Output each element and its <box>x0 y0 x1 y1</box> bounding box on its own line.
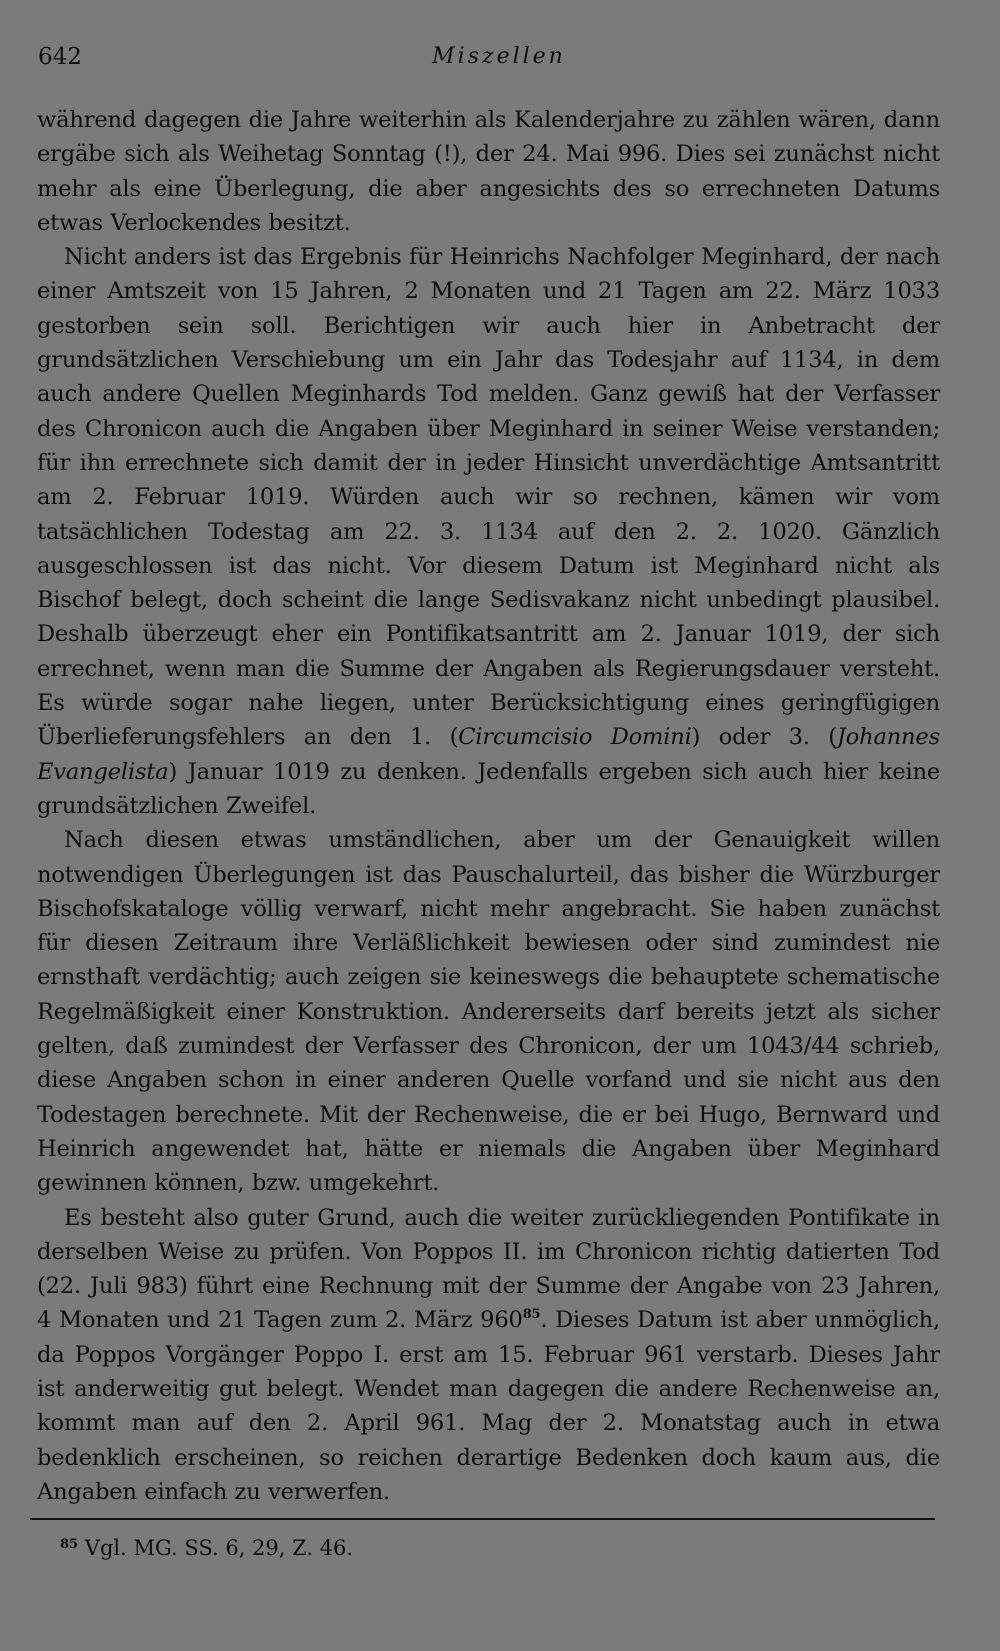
text-run: Nach diesen etwas umständlichen, aber um der Genauigkeit willen notwendigen Überlegungen ist das Pauschalurteil, das bisher die Würzburger Bischofskataloge völlig verwarf, nicht mehr angebracht. Sie haben zunächst für diesen Zeitraum ihre Verläßlichkeit bewiesen oder sind zumindest nie ernsthaft verdächtig; auch zeigen sie keineswegs die behauptete schematische Regelmäßigkeit einer Konstruktion. Andererseits darf bereits jetzt als sicher gelten, daß zumindest der Verfasser des Chronicon, der um 1043/44 schrieb, diese Angaben schon in einer anderen Quelle vorfand und sie nicht aus den Todestagen berechnete. Mit der Rechenweise, die er bei Hugo, Bernward und Heinrich angewendet hat, hätte er niemals die Angaben über Meginhard gewinnen können, bzw. umgekehrt. <box>37 827 940 1197</box>
paragraph <box>37 240 940 823</box>
text-run: ) oder 3. ( <box>691 724 837 751</box>
footnote-separator <box>30 1518 935 1520</box>
text-run: während dagegen die Jahre weiterhin als Kalenderjahre zu zählen wären, dann ergäbe sich als Weihetag Sonntag (!), der 24. Mai 996. Dies sei zunächst nicht mehr als eine Überlegung, die aber angesichts des so errechneten Datums etwas Verlockendes besitzt. <box>37 107 940 236</box>
footnote <box>60 1536 353 1560</box>
italic-text: Johannes Evangelista <box>37 724 940 785</box>
text-run: Nicht anders ist das Ergebnis für Heinrichs Nachfolger Meginhard, der nach einer Amtszeit von 15 Jahren, 2 Monaten und 21 Tagen am 22. März 1033 gestorben sein soll. Berichtigen wir auch hier in Anbetracht der grundsätzlichen Verschiebung um ein Jahr das Todesjahr auf 1134, in dem auch andere Quellen Meginhards Tod melden. Ganz gewiß hat der Verfasser des Chronicon auch die Angaben über Meginhard in seiner Weise verstanden; für ihn errechnete sich damit der in jeder Hinsicht unverdächtige Amtsantritt am 2. Februar 1019. Würden auch wir so rechnen, kämen wir vom tatsächlichen Todestag am 22. 3. 1134 auf den 2. 2. 1020. Gänzlich ausgeschlossen ist das nicht. Vor diesem Datum ist Meginhard nicht als Bischof belegt, doch scheint die lange Sedisvakanz nicht unbedingt plausibel. Deshalb überzeugt eher ein Pontifikatsantritt am 2. Januar 1019, der sich errechnet, wenn man die Summe der Angaben als Regierungsdauer versteht. Es würde sogar nahe liegen, unter Berücksichtigung eines geringfügigen Überlieferungsfehlers an den 1. ( <box>37 244 940 751</box>
paragraph <box>37 103 940 240</box>
footnote-reference: 85 <box>522 1307 541 1323</box>
text-run: Es besteht also guter Grund, auch die weiter zurückliegenden Pontifikate in derselben Weise zu prüfen. Von Poppos II. im Chronicon richtig datierten Tod (22. Juli 983) führt eine Rechnung mit der Summe der Angabe von 23 Jahren, 4 Monaten und 21 Tagen zum 2. März 960 <box>37 1204 940 1334</box>
paragraph <box>37 1201 940 1510</box>
italic-text: Circumcisio Domini <box>458 724 692 751</box>
running-head <box>38 44 960 80</box>
page-number: 642 <box>38 44 82 70</box>
body-text <box>37 103 940 1509</box>
text-run: . Dieses Datum ist aber unmöglich, da Poppos Vorgänger Poppo I. erst am 15. Februar 961 verstarb. Dieses Jahr ist anderweitig gut belegt. Wendet man dagegen die andere Rechenweise an, kommt man auf den 2. April 961. Mag der 2. Monatstag auch in etwa bedenklich erscheinen, so reichen derartige Bedenken doch kaum aus, die Angaben einfach zu verwerfen. <box>37 1307 940 1505</box>
footnote-text: Vgl. MG. SS. 6, 29, Z. 46. <box>84 1536 354 1560</box>
running-title: Miszellen <box>432 44 566 69</box>
text-run: ) Januar 1019 zu denken. Jedenfalls ergeben sich auch hier keine grundsätzlichen Zweifel. <box>37 758 940 819</box>
paragraph <box>37 823 940 1200</box>
footnote-number: 85 <box>60 1537 79 1552</box>
